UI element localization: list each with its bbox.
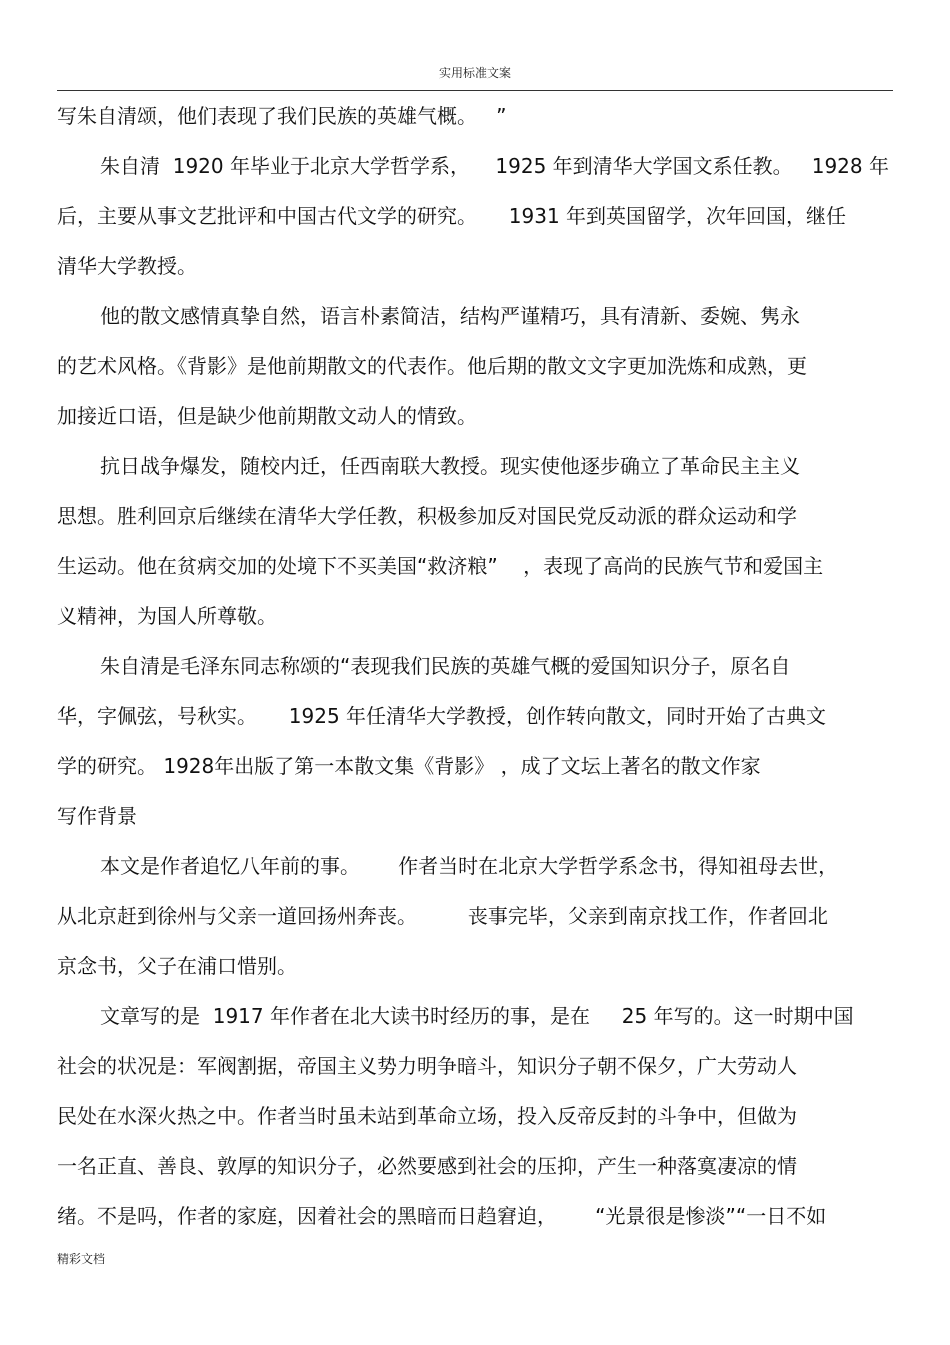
text-line: 文章写的是 1917 年作者在北大读书时经历的事，是在 25 年写的。这一时期中国 (100, 1004, 854, 1028)
text-line: 的艺术风格。《背影》是他前期散文的代表作。他后期的散文文字更加洗炼和成熟，更 (57, 354, 807, 378)
text-line: 后，主要从事文艺批评和中国古代文学的研究。 1931 年到英国留学，次年回国，继任 (57, 204, 847, 228)
page-header: 实用标准文案 (438, 66, 511, 80)
text-line: 思想。胜利回京后继续在清华大学任教，积极参加反对国民党反动派的群众运动和学 (57, 504, 797, 528)
text-line: 京念书，父子在浦口惜别。 (57, 954, 297, 978)
text-line: 民处在水深火热之中。作者当时虽未站到革命立场，投入反帝反封的斗争中，但做为 (57, 1104, 797, 1128)
text-line: 一名正直、善良、敦厚的知识分子，必然要感到社会的压抑，产生一种落寞凄凉的情 (57, 1154, 797, 1178)
text-line: 华，字佩弦，号秋实。 1925 年任清华大学教授，创作转向散文，同时开始了古典文 (57, 704, 827, 728)
text-line: 生运动。他在贫病交加的处境下不买美国“救济粮” ，表现了高尚的民族气节和爱国主 (57, 554, 824, 578)
section-heading: 写作背景 (57, 804, 137, 828)
text-line: 抗日战争爆发，随校内迁，任西南联大教授。现实使他逐步确立了革命民主主义 (100, 454, 800, 478)
header-divider (57, 90, 893, 91)
text-line: 从北京赶到徐州与父亲一道回扬州奔丧。 丧事完毕，父亲到南京找工作，作者回北 (57, 904, 828, 928)
text-line: 加接近口语，但是缺少他前期散文动人的情致。 (57, 404, 477, 428)
page-footer: 精彩文档 (57, 1252, 106, 1266)
text-line: 朱自清 1920 年毕业于北京大学哲学系， 1925 年到清华大学国文系任教。 1928 年 (100, 154, 889, 178)
text-line: 学的研究。 1928年出版了第一本散文集《背影》 ，成了文坛上著名的散文作家 (57, 754, 761, 778)
text-line: 他的散文感情真挚自然，语言朴素简洁，结构严谨精巧，具有清新、委婉、隽永 (100, 304, 800, 328)
text-line: 清华大学教授。 (57, 254, 197, 278)
text-line: 绪。不是吗，作者的家庭，因着社会的黑暗而日趋窘迫， “光景很是惨淡”“一日不如 (57, 1204, 827, 1228)
text-line: 社会的状况是：军阀割据，帝国主义势力明争暗斗，知识分子朝不保夕，广大劳动人 (57, 1054, 797, 1078)
text-line: 本文是作者追忆八年前的事。 作者当时在北京大学哲学系念书，得知祖母去世， (100, 854, 839, 878)
text-line: 写朱自清颂，他们表现了我们民族的英雄气概。 ” (57, 104, 507, 128)
text-line: 朱自清是毛泽东同志称颂的“表现我们民族的英雄气概的爱国知识分子，原名自 (100, 654, 791, 678)
text-line: 义精神，为国人所尊敬。 (57, 604, 277, 628)
